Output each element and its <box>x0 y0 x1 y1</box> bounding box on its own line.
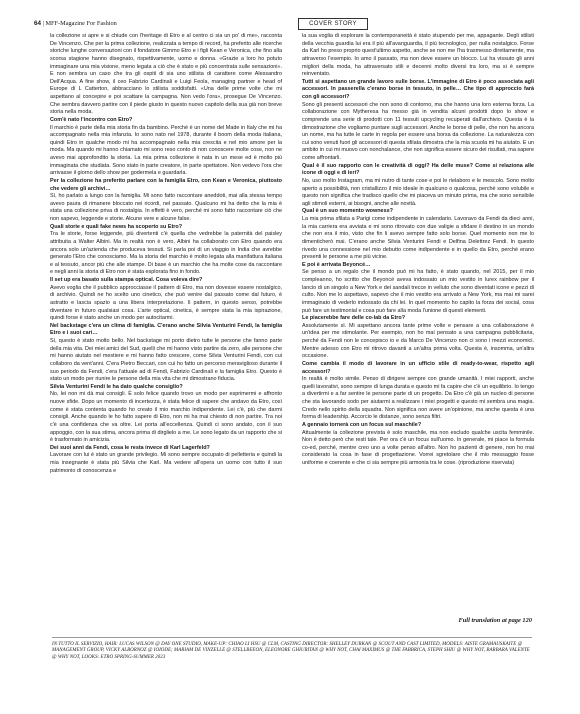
interview-question: Qual è un suo momento wowness? <box>302 208 393 215</box>
interview-paragraph: Se penso a un regalo che il mondo può mi ha fatto, è stato quando, nel 2015, per il mio compleanno, ho scritto che Beyoncé aveva indossato un mio vestito in lurex rainbow per il lancio di un singolo a New York e dei sandali trecce in velluto che sono diventati icone e pezzi di culto. Non me lo aspettavo, sapevo che il mio vestito era arrivato a New York, ma mai mi sarei immaginato di vederlo indossato da chi lei. In quel momento ho capito la forza dei social, cosa può fare un testimonial e cosa può fare alla moda l'unione di questi elementi. <box>302 269 534 314</box>
right-column <box>302 33 534 626</box>
interview-paragraph: Avevo voglia che il pubblico approcciasse il pattern di Etro, ma non dovesse essere nostalgico, di archivio. Quindi ne ho scelto uno cinetico, che può venire dal passato come dal futuro, è astratto e lascia spazio a una libera interpretazione. Il pattern, in questo senso, potrebbe diventare in futuro qualsiasi cosa. L'arte optical, cinetica, è sempre stata la mia ispirazione, quindi forse è stato anche un modo per autocitarmi. <box>50 284 282 322</box>
interview-question: E poi è arrivata Beyoncé… <box>302 261 371 268</box>
interview-paragraph: Assolutamente sì. Mi aspettano ancora tante prime volte e pensare a una collaborazione è un'idea per me stimolante. Per esempio, non ho mai pensato a una campagna pubblicitaria, perché da Fendi non le concepisco io e da Marco De Vincenzo non ci sono i mezzi economici. Mentre adesso con Etro mi ritrovo davanti a un'altra prima volta. Questa è, insomma, un'altra occasione. <box>302 322 534 360</box>
interview-question: A gennaio tornerà con un focus sul maschile? <box>302 421 422 428</box>
interview-question: Il set up era basato sulla stampa optical. Cosa voleva dire? <box>50 277 203 283</box>
photo-credits: IN TUTTO IL SERVIZIO, HAIR: LUCAS WILSON @ DAY ONE STUDIO, MAKE-UP: CHIAO LI HSU @ CLM, CASTING DIRECTOR: SHELLEY DURKAN @ SCOUT AND CAST LIMITED, MODELS: AISTE GRAMAUSKAITE @ MANAGEMENT GROUP, VICKY ALBORNOZ @ IOIODE; MARIAM DE VINZELLE @ STELLBEEON, ELEONORE GHIURITAN @ WHY NOT, CHAI MAXIMUS @ THE FABBRICA, STEPH SHIU @ WHY NOT, BARBARA VALENTE @ WHY NOT, LOOKS: ETRO SPRING-SUMMER 2023 <box>52 642 530 660</box>
interview-question: Quali storie e quali fake news ha scoperto su Etro? <box>50 223 183 230</box>
page-header <box>34 20 546 34</box>
interview-question: Come cambia il modo di lavorare in un ufficio stile di ready-to-wear, rispetto agli accessori? <box>302 360 534 375</box>
full-translation-note: Full translation at page 120 <box>458 617 532 624</box>
interview-paragraph: In realtà è molto simile. Penso di dirigere sempre con grande umanità. I miei rapporti, anche quelli lavorativi, sono sempre di lunga durata e questo mi fa capire che c'è un equilibrio. Io tengo a divertirmi e a far sentire le persone parte di un progetto. Da Etro c'è già un nucleo di persone che sta lavorando sodo per aiutarmi a realizzare i miei progetti e questo mi sembra una magia. Credo nello spirito della squadra. Non significa non avere un'opinione, ma anche questa è una forma di leadership. Accorcio le distanze, sono senza filtri. <box>302 376 534 421</box>
interview-paragraph: Il marchio è parte della mia storia fin da bambino. Perché è un nome del Made in Italy che mi ha accompagnato nella mia infanzia. Io sono nato nel 1978, durante il boom della moda italiana, quindi Etro in qualche modo mi ha accompagnato nella mia crescita e nel mio amore per la moda. Ma quando mi hanno chiamato mi sono reso conto di non conoscere molte cose, non ne avevo mai approfondito la storia. La mia prima collezione è nata in un mese ed è molto più immaginata che studiata. Sono stato in parte creatore, in parte spettatore. Non vedevo l'ora che arrivasse il giorno dello show per godermela e guardarla. <box>50 124 282 177</box>
interview-paragraph: La mia prima sfilata a Parigi come indipendente in calendario. Lavoravo da Fendi da dieci anni, la mia carriera era avviata e mi sono ritrovato con due valigie a sfidare il destino in un mondo che non era il mio, visto che fin li avevo sempre fatto solo borse. Quel momento non me lo dimenticherò mai. C'erano anche Silvia Venturini Fendi e Delfina Delettrez Fendi. In questo rivedo una connessione nel mio debutto come indipendente e in quello da Etro, perché erano presenti le persone a me più vicine. <box>302 216 534 261</box>
interview-question: Le piacerebbe fare delle co-lab da Etro? <box>302 315 406 322</box>
interview-question: Com'è nato l'incontro con Etro? <box>50 116 133 123</box>
interview-paragraph: Tra le storie, forse leggende, più divertenti c'è quella che vedrebbe la paternità del paisley attribuita a Walter Albini. Ma in realtà non è vero, Albini ha collaborato con Etro quando era ancora solo un'azienda che produceva tessuti. Si parla poi di un viaggio in India che avrebbe generato l'Etro che conosciamo. Ma la storia del marchio è molto legata alla manifattura italiana e al tessuto, ancor più che alle stampe. Di base è un marchio che ha molte cose da raccontare e negli anni la storia di Etro non è stata esplorata fino in fondo. <box>50 231 282 276</box>
credits-divider <box>52 637 532 638</box>
page-number-line: 64 | MFF-Magazine For Fashion <box>34 20 117 27</box>
interview-paragraph: Lavorare con lui è stato un grande privilegio. Mi sono sempre occupato di pelletteria e quindi la mia insegnante è stata più Silvia che Karl. Ma vedere all'opera un uomo con tutto il suo patrimonio di conoscenza e <box>50 452 282 474</box>
interview-paragraph: la collezione si apre e si chiude con l'heritage di Etro e al centro ci sia un po' di me», racconta De Vincenzo. Che per la prima collezione, realizzata a tempo di record, ha preferito alle ricerche storiche lunghe conversazioni con il fondatore Gimmo Etro e i figli Kean e Veronica, che fino alla scorsa stagione hanno disegnato, rispettivamente, uomo e donna. «Grazie a loro ho potuto immaginare una mia visione, meno legata a ciò che è stato e più concentrata sulle sensazioni». E non sembra un caso che tra gli ospiti di sia uno stilista di carattere come Alessandro Dell'Acqua. A fine show, il ceo Fabrizio Cardinali e Luigi Feola, managing partner e head of Europe di L Catterton, abbracciano lo stilista soddisfatti. «Una delle prime volte che mi aspettano al concepire e poi scattare la campagna. Non vedo l'ora», prosegue De Vincenzo. Che sembra davvero partire con il piede giusto in questo nuovo capitolo della sua già non breve storia nella moda. <box>50 33 282 116</box>
publication-name: MFF-Magazine For Fashion <box>45 20 117 27</box>
interview-question: Tutti si aspettano un grande lavoro sulle borse. L'immagine di Etro è poco associata agli accessori. In passerella c'erano borse in tessuto, in pelle… Che tipo di approccio farà con gli accessori? <box>302 78 534 100</box>
article-body <box>50 33 534 626</box>
interview-paragraph: Attualmente la collezione prevista è solo maschile, ma non escludo qualche uscita femminile. Non è detto però che resti tale. Per ora c'è un focus sull'uomo. In generale, mi piace la formula co-ed, perché, mentre creo uno a volte penso all'altro. Non ho pazienti di genere, non ho mai considerato la cosa in fase di progettazione. Vorrei sgretolare che il mio messaggio fosse uniforme e coerente e che ci sia sempre più armonia tra le cose. (riproduzione riservata) <box>302 429 534 466</box>
interview-question: Nel backstage c'era un clima di famiglia. C'erano anche Silvia Venturini Fendi, la famiglia Etro e i suoi cari… <box>50 322 282 337</box>
interview-paragraph: Sono gli presenti accessori che non sono di contorno, ma che hanno una loro esterna forza. La collaborazione con Mytheresa ha messo già in vendita alcuni prodotti dopo lo show e comprende una serie di prodotti con 11 tessuti upcycling recuperati dall'archivio. Questa è la dimostrazione che vogliamo puntare sugli accessori. Anche le borse di pelle, che non ha ancora un nome, ma ha tutte le carte in regola per essere una borsa da collezione. La naturalezza con cui sono venuti fuori gli accessori di questa sfilata dimostra che la mia scuola mi ha aiutato. E un ambito in cui mi muovo con nonchalance, che non significa essere sicuro dei risultati, ma sapere come affrontarli. <box>302 101 534 161</box>
interview-question: Per la collezione ha preferito parlare con la famiglia Etro, con Kean e Veronica, piuttosto che vedere gli archivi… <box>50 177 282 192</box>
interview-paragraph: No, uso molto Instagram, ma mi nutro di tante cose e poi le rielaboro e le mescolo. Sono molto aperto a possibilità, non cristallizzo il mio ideale in qualcuno o qualcosa, perché sono volubile e questo non significa che tradisco quello che mi piaceva un minuto prima, ma che sono sensibile agli stimoli esterni, ai bisogni, anche alle novità. <box>302 177 534 207</box>
page-number: 64 <box>34 20 42 27</box>
interview-paragraph: la sua voglia di esplorare la contemporaneità è stato stupendo per me, appagante. Degli stilisti della vecchia guardia lui era il più all'avanguardia, il più tecnologico, per nulla nostalgico. Forse da Karl ho preso proprio quest'ultimo aspetto, anche se non me l'ha trasmesso direttamente, ma attraverso l'esempio. Io amo il passato, ma non deve essere un blocco. Lui ha vissuto gli anni migliori della moda, ha attraversato stili e decenni molto diversi tra loro, ma si è sempre reinventato. <box>302 33 534 78</box>
interview-question: Qual è il suo rapporto con le creatività di oggi? Ha delle muse? Come si relaziona alle icone di oggi e di ieri? <box>302 162 534 177</box>
section-tag: COVER STORY <box>298 18 368 30</box>
interview-question: Dei suoi anni da Fendi, cosa le resta invece di Karl Lagerfeld? <box>50 444 210 451</box>
interview-paragraph: Sì, ho parlato a lungo con la famiglia. Mi sono fatto raccontare aneddoti, mai alla stessa tempo avevo paura di rimanere bloccato nei ricordi, nel passato. Qualcuno mi ha detto che la mia è stata una collezione priva di nostalgia. In effetti è vero, perché mi sono fatto raccontare ciò che non sapevo, leggende e storie. Alcune vere e alcune false. <box>50 193 282 222</box>
left-column <box>50 33 282 626</box>
interview-paragraph: Sì, questo è stato molto bello. Nel backstage mi porto dietro tutte le persone che fanno parte della mia vita. Dei miei amici del Sud, quelli che mi hanno visto partire da zero, alle persone che mi hanno aiutato nel mestiere e mi hanno fatto crescere, come Silvia Venturini Fendi, con cui collaboro da vent'anni. C'era Pietro Beccari, con cui ho fatto un percorso meraviglioso durante il suo periodo da Fendi, c'era l'attuale ad di Fendi, Fabrizio Cardinali e la famiglia Etro. Questo è stato un modo per riunire le persone della mia vita che mi dimostrano fiducia. <box>50 338 282 383</box>
interview-paragraph: No, lei non mi dà mai consigli. È solo felice quando trovo un modo per esprimermi e affronto nuove sfide. Dopo un momento di incertezza, è stata felice di sapere che andavo da Etro, così come è stata contenta quando ho creato il mio marchio indipendente. Lei c'è, più che darmi consigli. Anche quando le ho fatto sapere di Etro, non mi ha mai chiesto di non partire. Tra noi c'è una confidenza che va oltre. Lei porta all'eccellenza. Quindi ci sono andato, con il suo appoggio, con la sua stima, ancora prima di dirglielo a me. Le sono legato da un rapporto che si è trasformato in amicizia. <box>50 391 282 444</box>
interview-question: Silvia Venturini Fendi le ha dato qualche consiglio? <box>50 383 183 390</box>
